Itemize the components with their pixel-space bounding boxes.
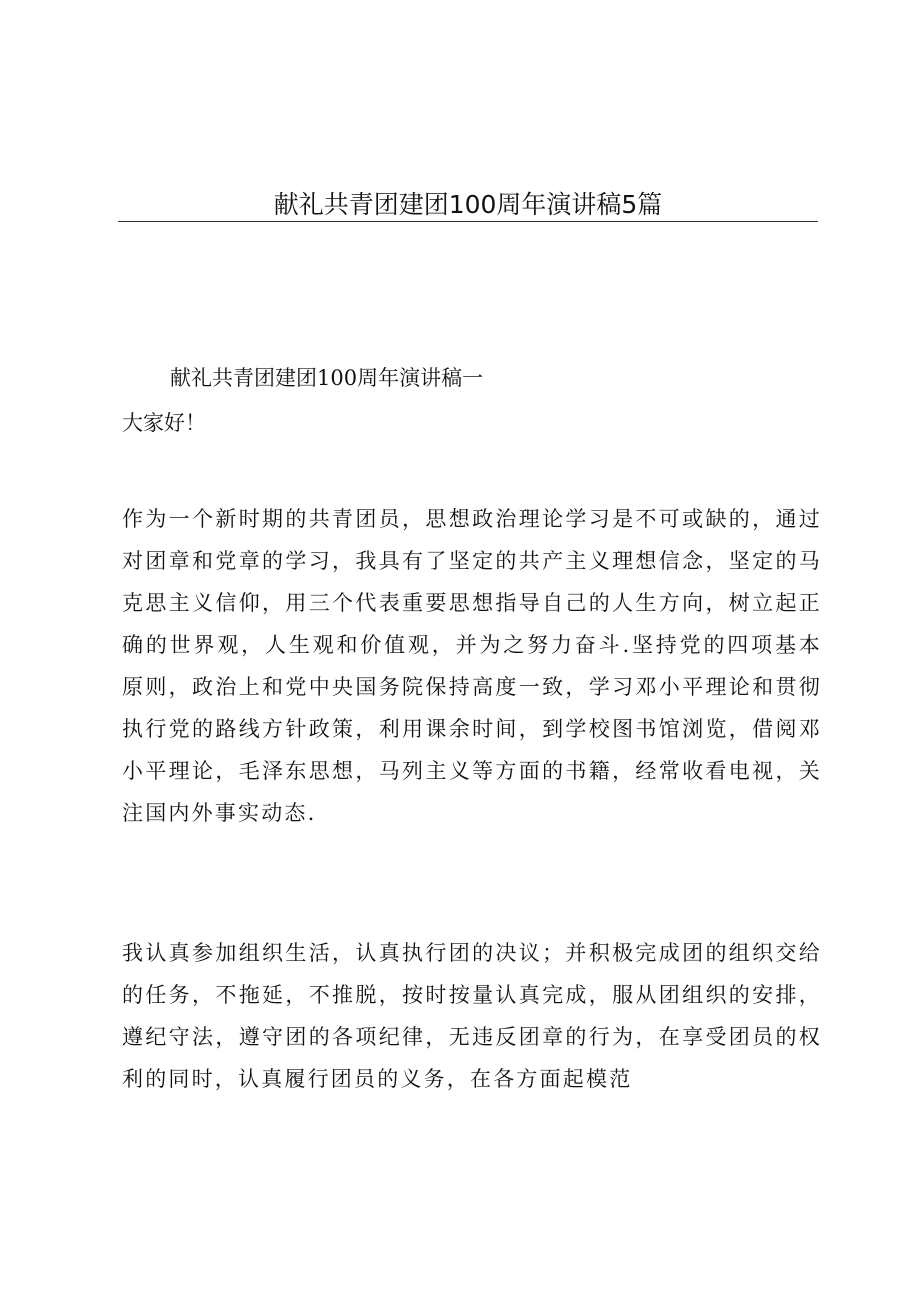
paragraph-1: 作为一个新时期的共青团员，思想政治理论学习是不可或缺的，通过对团章和党章的学习，我具有了坚定的共产主义理想信念，坚定的马克思主义信仰，用三个代表重要思想指导自己的人生方向，树立起正确的世界观，人生观和价值观，并为之努力奋斗.坚持党的四项基本原则，政治上和党中央国务院保持高度一致，学习邓小平理论和贯彻执行党的路线方针政策，利用课余时间，到学校图书馆浏览，借阅邓小平理论，毛泽东思想，马列主义等方面的书籍，经常收看电视，关注国内外事实动态. [122,507,822,825]
paragraph-2: 我认真参加组织生活，认真执行团的决议；并积极完成团的组织交给的任务，不拖延，不推脱，按时按量认真完成，服从团组织的安排，遵纪守法，遵守团的各项纪律，无违反团章的行为，在享受团员的权利的同时，认真履行团员的义务，在各方面起模范 [122,941,822,1091]
greeting-line: 大家好！ [122,411,206,435]
section-heading: 献礼共青团建团100周年演讲稿一 [170,366,484,390]
document-title: 献礼共青团建团100周年演讲稿5篇 [273,190,663,219]
title-underline [118,221,818,222]
